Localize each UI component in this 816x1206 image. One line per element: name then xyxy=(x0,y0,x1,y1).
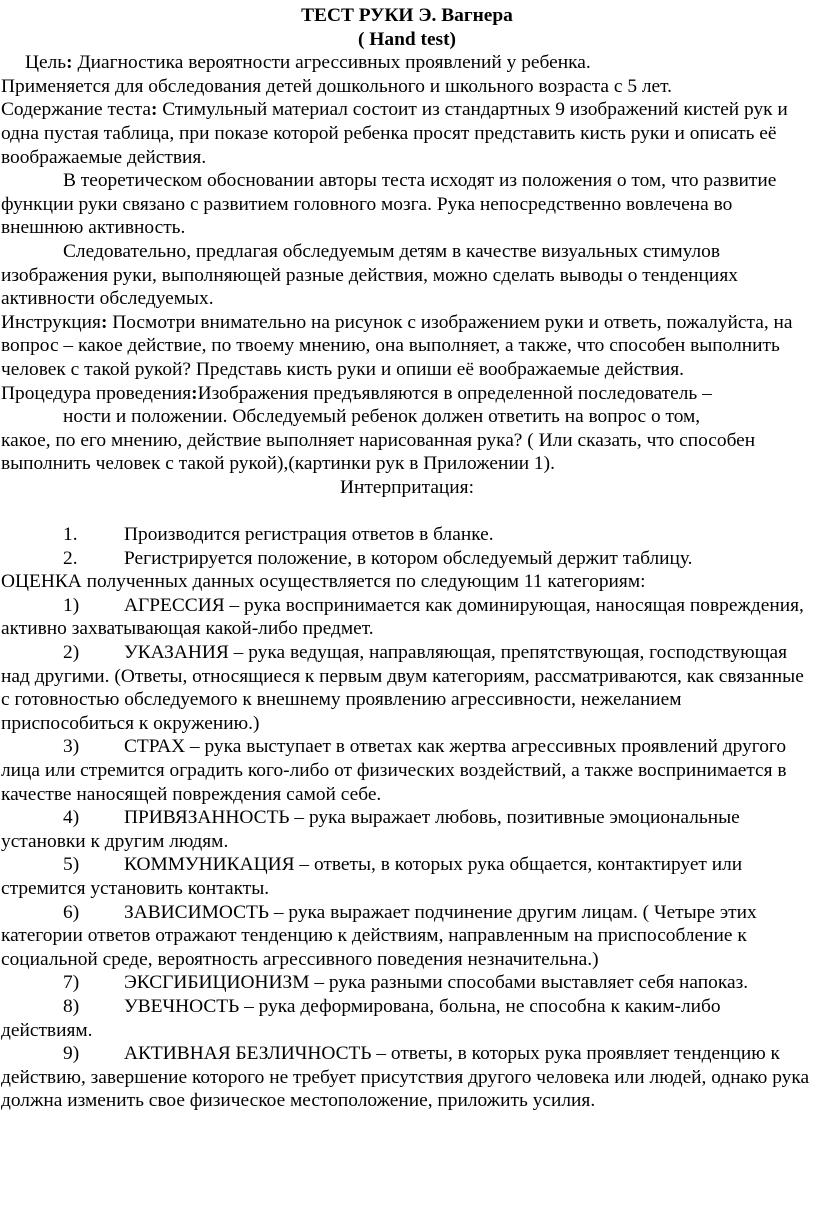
step-item xyxy=(1,523,813,547)
theory-paragraph-2: Следовательно, предлагая обследуемым детям в качестве визуальных стимулов изображения руки, выполняющей разные действия, можно сделать выводы о тенденциях активности обследуемых. xyxy=(1,240,738,310)
instruction-colon: : xyxy=(100,311,108,333)
goal-colon: : xyxy=(66,52,73,74)
goal-text: Диагностика вероятности агрессивных проявлений у ребенка. xyxy=(72,52,591,74)
applied-paragraph: Применяется для обследования детей дошкольного и школьного возраста с 5 лет. xyxy=(1,75,673,97)
category-number: 4) xyxy=(63,807,80,829)
step-text: Регистрируется положение, в котором обследуемый держит таблицу. xyxy=(124,547,693,569)
instruction-paragraph xyxy=(1,311,813,382)
category-item xyxy=(1,735,813,806)
step-text: Производится регистрация ответов в бланке. xyxy=(124,524,494,546)
category-number: 8) xyxy=(63,995,80,1017)
procedure-paragraph xyxy=(1,382,813,406)
instruction-text: Посмотри внимательно на рисунок с изображением руки и ответь, пожалуйста, на вопрос – какое действие, по твоему мнению, она выполняет, а также, что способен выполнить человек с такой рукой? Представь кисть руки и опиши её воображаемые действия. xyxy=(1,311,793,380)
theory-paragraph-1: В теоретическом обосновании авторы теста исходят из положения о том, что развитие функции руки связано с развитием головного мозга. Рука непосредственно вовлечена во внешнюю активность. xyxy=(1,170,777,239)
category-item xyxy=(1,1042,813,1113)
category-text: УВЕЧНОСТЬ – рука деформирована, больна, не способна к каким-либо действиям. xyxy=(1,995,721,1041)
category-number: 6) xyxy=(63,901,80,923)
category-item xyxy=(1,806,813,853)
category-item xyxy=(1,901,813,972)
procedure-text: Изображения предъявляются в определенной последователь – xyxy=(197,382,712,404)
document-page xyxy=(1,4,813,1113)
category-item xyxy=(1,594,813,641)
interpretation-heading: Интерпритация: xyxy=(340,476,474,498)
category-number: 1) xyxy=(63,594,80,616)
procedure-colon: : xyxy=(191,382,198,404)
procedure-continuation-first: ности и положении. Обследуемый ребенок должен ответить на вопрос о том, xyxy=(63,406,701,428)
goal-paragraph xyxy=(1,51,813,75)
category-number: 3) xyxy=(63,736,80,758)
content-text: Стимульный материал состоит из стандартных 9 изображений кистей рук и одна пустая таблица, при показе которой ребенка просят представить кисть руки и описать её воображаемые действия. xyxy=(1,99,788,168)
category-text: АГРЕССИЯ – рука воспринимается как доминирующая, наносящая повреждения, активно захватывающая какой-либо предмет. xyxy=(1,594,804,640)
page-subtitle: ( Hand test) xyxy=(357,28,457,50)
category-text: СТРАХ – рука выступает в ответах как жертва агрессивных проявлений другого лица или стремится оградить кого-либо от физических воздействий, а также воспринимается в качестве наносящей повреждения самой себе. xyxy=(1,736,787,805)
category-item xyxy=(1,995,813,1042)
category-number: 5) xyxy=(63,854,80,876)
category-number: 7) xyxy=(63,972,80,994)
category-text: УКАЗАНИЯ – рука ведущая, направляющая, препятствующая, господствующая над другими. (Ответы, относящиеся к первым двум категориям, рассматриваются, как связанные с готовностью обследуемого к внешнему проявлению агрессивности, нежеланием приспособиться к окружению.) xyxy=(1,642,804,734)
goal-label: Цель xyxy=(25,52,67,74)
blank-line xyxy=(1,499,813,523)
procedure-label: Процедура проведения xyxy=(1,382,192,404)
step-number: 1. xyxy=(63,524,78,546)
category-number: 9) xyxy=(63,1043,80,1065)
instruction-label: Инструкция xyxy=(1,311,101,333)
procedure-continuation-rest: какое, по его мнению, действие выполняет нарисованная рука? ( Или сказать, что способен выполнить человек с такой рукой),(картинки рук в Приложении 1). xyxy=(1,429,756,475)
category-item xyxy=(1,971,813,995)
content-label: Содержание теста xyxy=(1,99,151,121)
category-item xyxy=(1,641,813,735)
content-paragraph xyxy=(1,98,813,169)
category-number: 2) xyxy=(63,642,80,664)
step-item xyxy=(1,547,813,571)
category-text: ПРИВЯЗАННОСТЬ – рука выражает любовь, позитивные эмоциональные установки к другим людям. xyxy=(1,807,740,852)
category-text: АКТИВНАЯ БЕЗЛИЧНОСТЬ – ответы, в которых рука проявляет тенденцию к действию, завершение которого не требует присутствия другого человека или людей, однако рука должна изменить свое физическое местоположение, приложить усилия. xyxy=(1,1043,810,1112)
content-colon: : xyxy=(150,99,158,121)
category-text: КОММУНИКАЦИЯ – ответы, в которых рука общается, контактирует или стремится установить контакты. xyxy=(1,854,743,899)
page-title: ТЕСТ РУКИ Э. Вагнера xyxy=(301,5,513,26)
step-number: 2. xyxy=(63,547,78,569)
category-text: ЗАВИСИМОСТЬ – рука выражает подчинение другим лицам. ( Четыре этих категории ответов отражают тенденцию к действиям, направленным на приспособление к социальной среде, вероятность агрессивного поведения незначительна.) xyxy=(1,901,757,970)
category-item xyxy=(1,853,813,900)
assessment-paragraph: ОЦЕНКА полученных данных осуществляется по следующим 11 категориям: xyxy=(1,571,646,593)
category-text: ЭКСГИБИЦИОНИЗМ – рука разными способами выставляет себя напоказ. xyxy=(124,972,749,994)
